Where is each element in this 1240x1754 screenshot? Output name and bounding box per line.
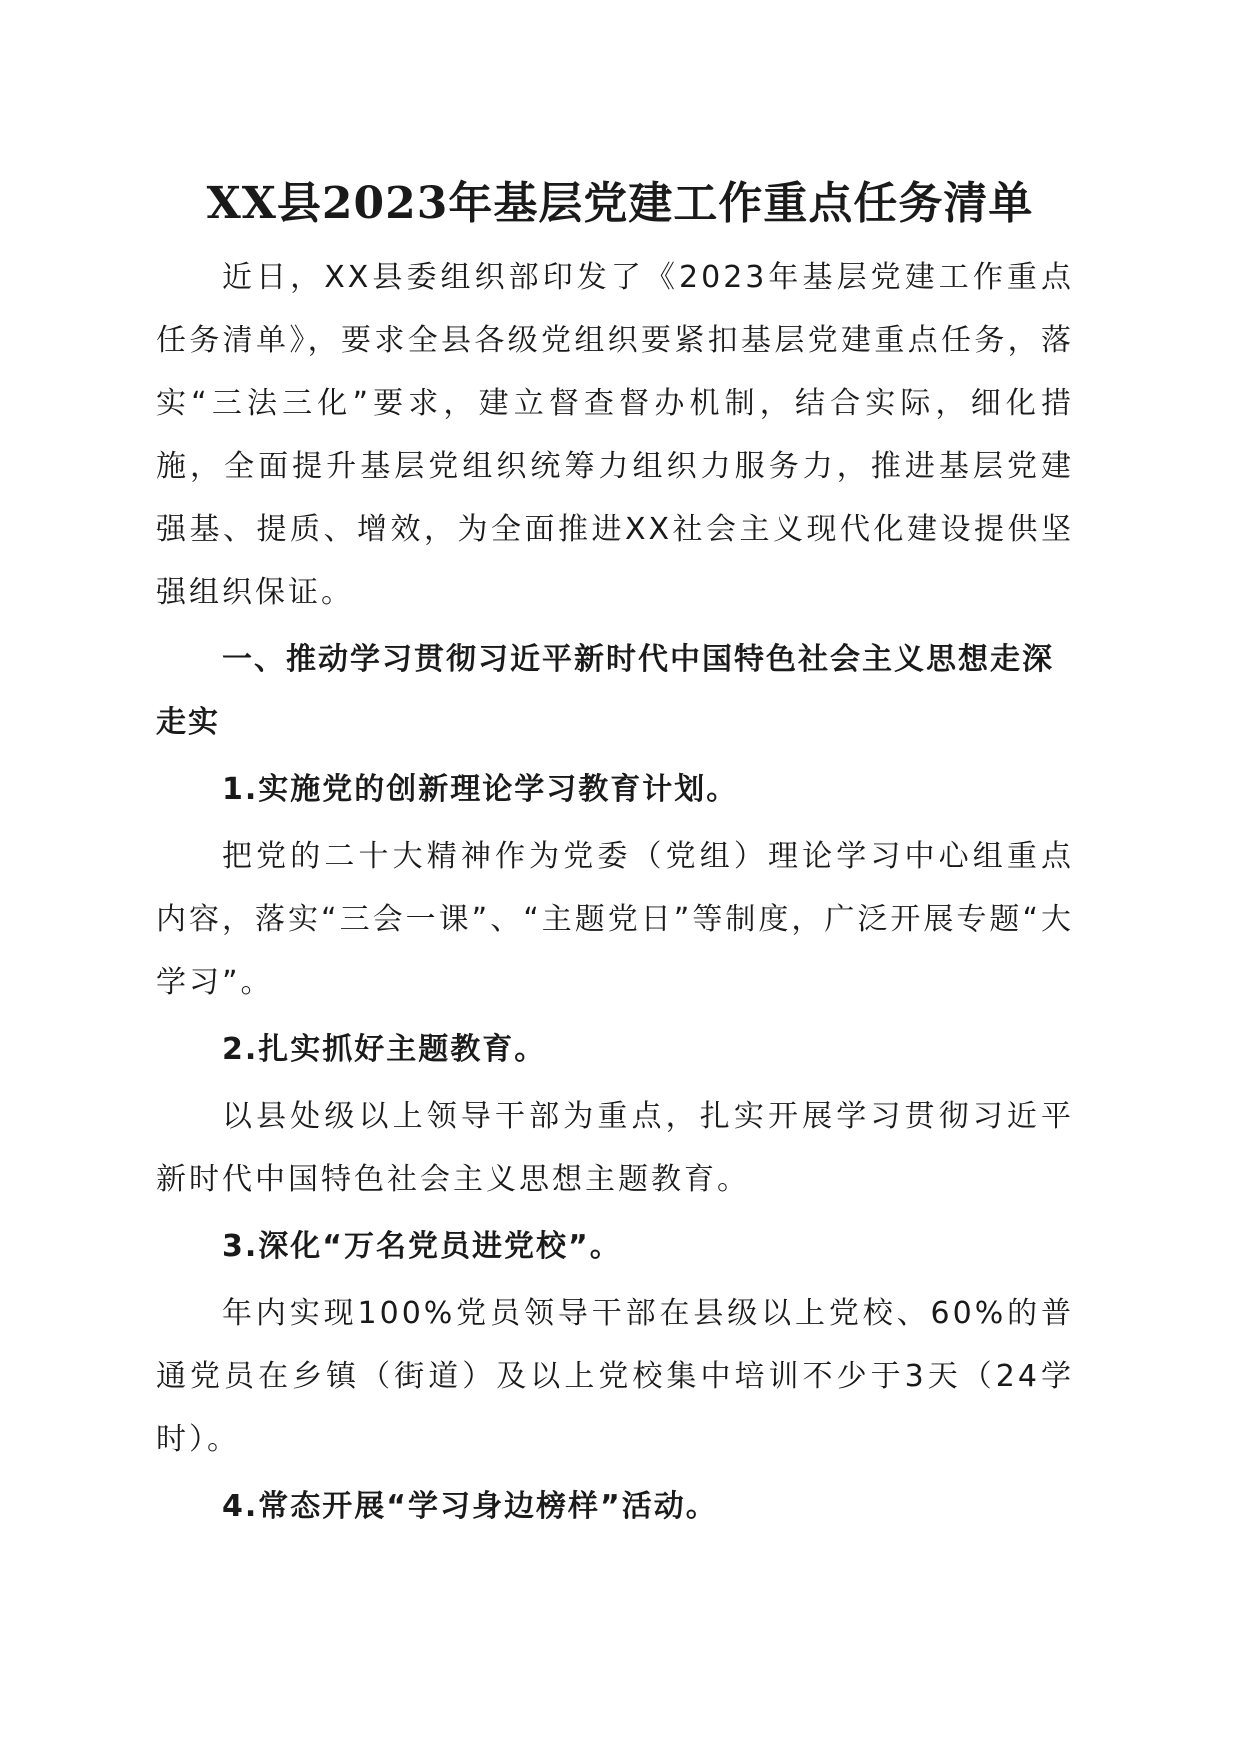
- item-2-text: 以县处级以上领导干部为重点，扎实开展学习贯彻习近平新时代中国特色社会主义思想主题教育。: [156, 1099, 1074, 1197]
- item-1-heading: 1.实施党的创新理论学习教育计划。: [222, 772, 739, 807]
- document-title: XX县2023年基层党建工作重点任务清单: [206, 178, 1034, 229]
- item-4-heading: 4.常态开展“学习身边榜样”活动。: [222, 1489, 718, 1524]
- section-1-heading: 一、推动学习贯彻习近平新时代中国特色社会主义思想走深走实: [156, 642, 1054, 740]
- item-1-text: 把党的二十大精神作为党委（党组）理论学习中心组重点内容，落实“三会一课”、“主题党日”等制度，广泛开展专题“大学习”。: [156, 839, 1074, 1000]
- intro-paragraph: 近日，XX县委组织部印发了《2023年基层党建工作重点任务清单》，要求全县各级党组织要紧扣基层党建重点任务，落实“三法三化”要求，建立督查督办机制，结合实际，细化措施，全面提升基层党组织统筹力组织力服务力，推进基层党建强基、提质、增效，为全面推进XX社会主义现代化建设提供坚强组织保证。: [156, 260, 1074, 610]
- document-body: [156, 246, 1074, 1542]
- item-3-text: 年内实现100%党员领导干部在县级以上党校、60%的普通党员在乡镇（街道）及以上党校集中培训不少于3天（24学时）。: [156, 1296, 1074, 1457]
- item-2-heading: 2.扎实抓好主题教育。: [222, 1032, 547, 1067]
- item-3-heading: 3.深化“万名党员进党校”。: [222, 1229, 622, 1264]
